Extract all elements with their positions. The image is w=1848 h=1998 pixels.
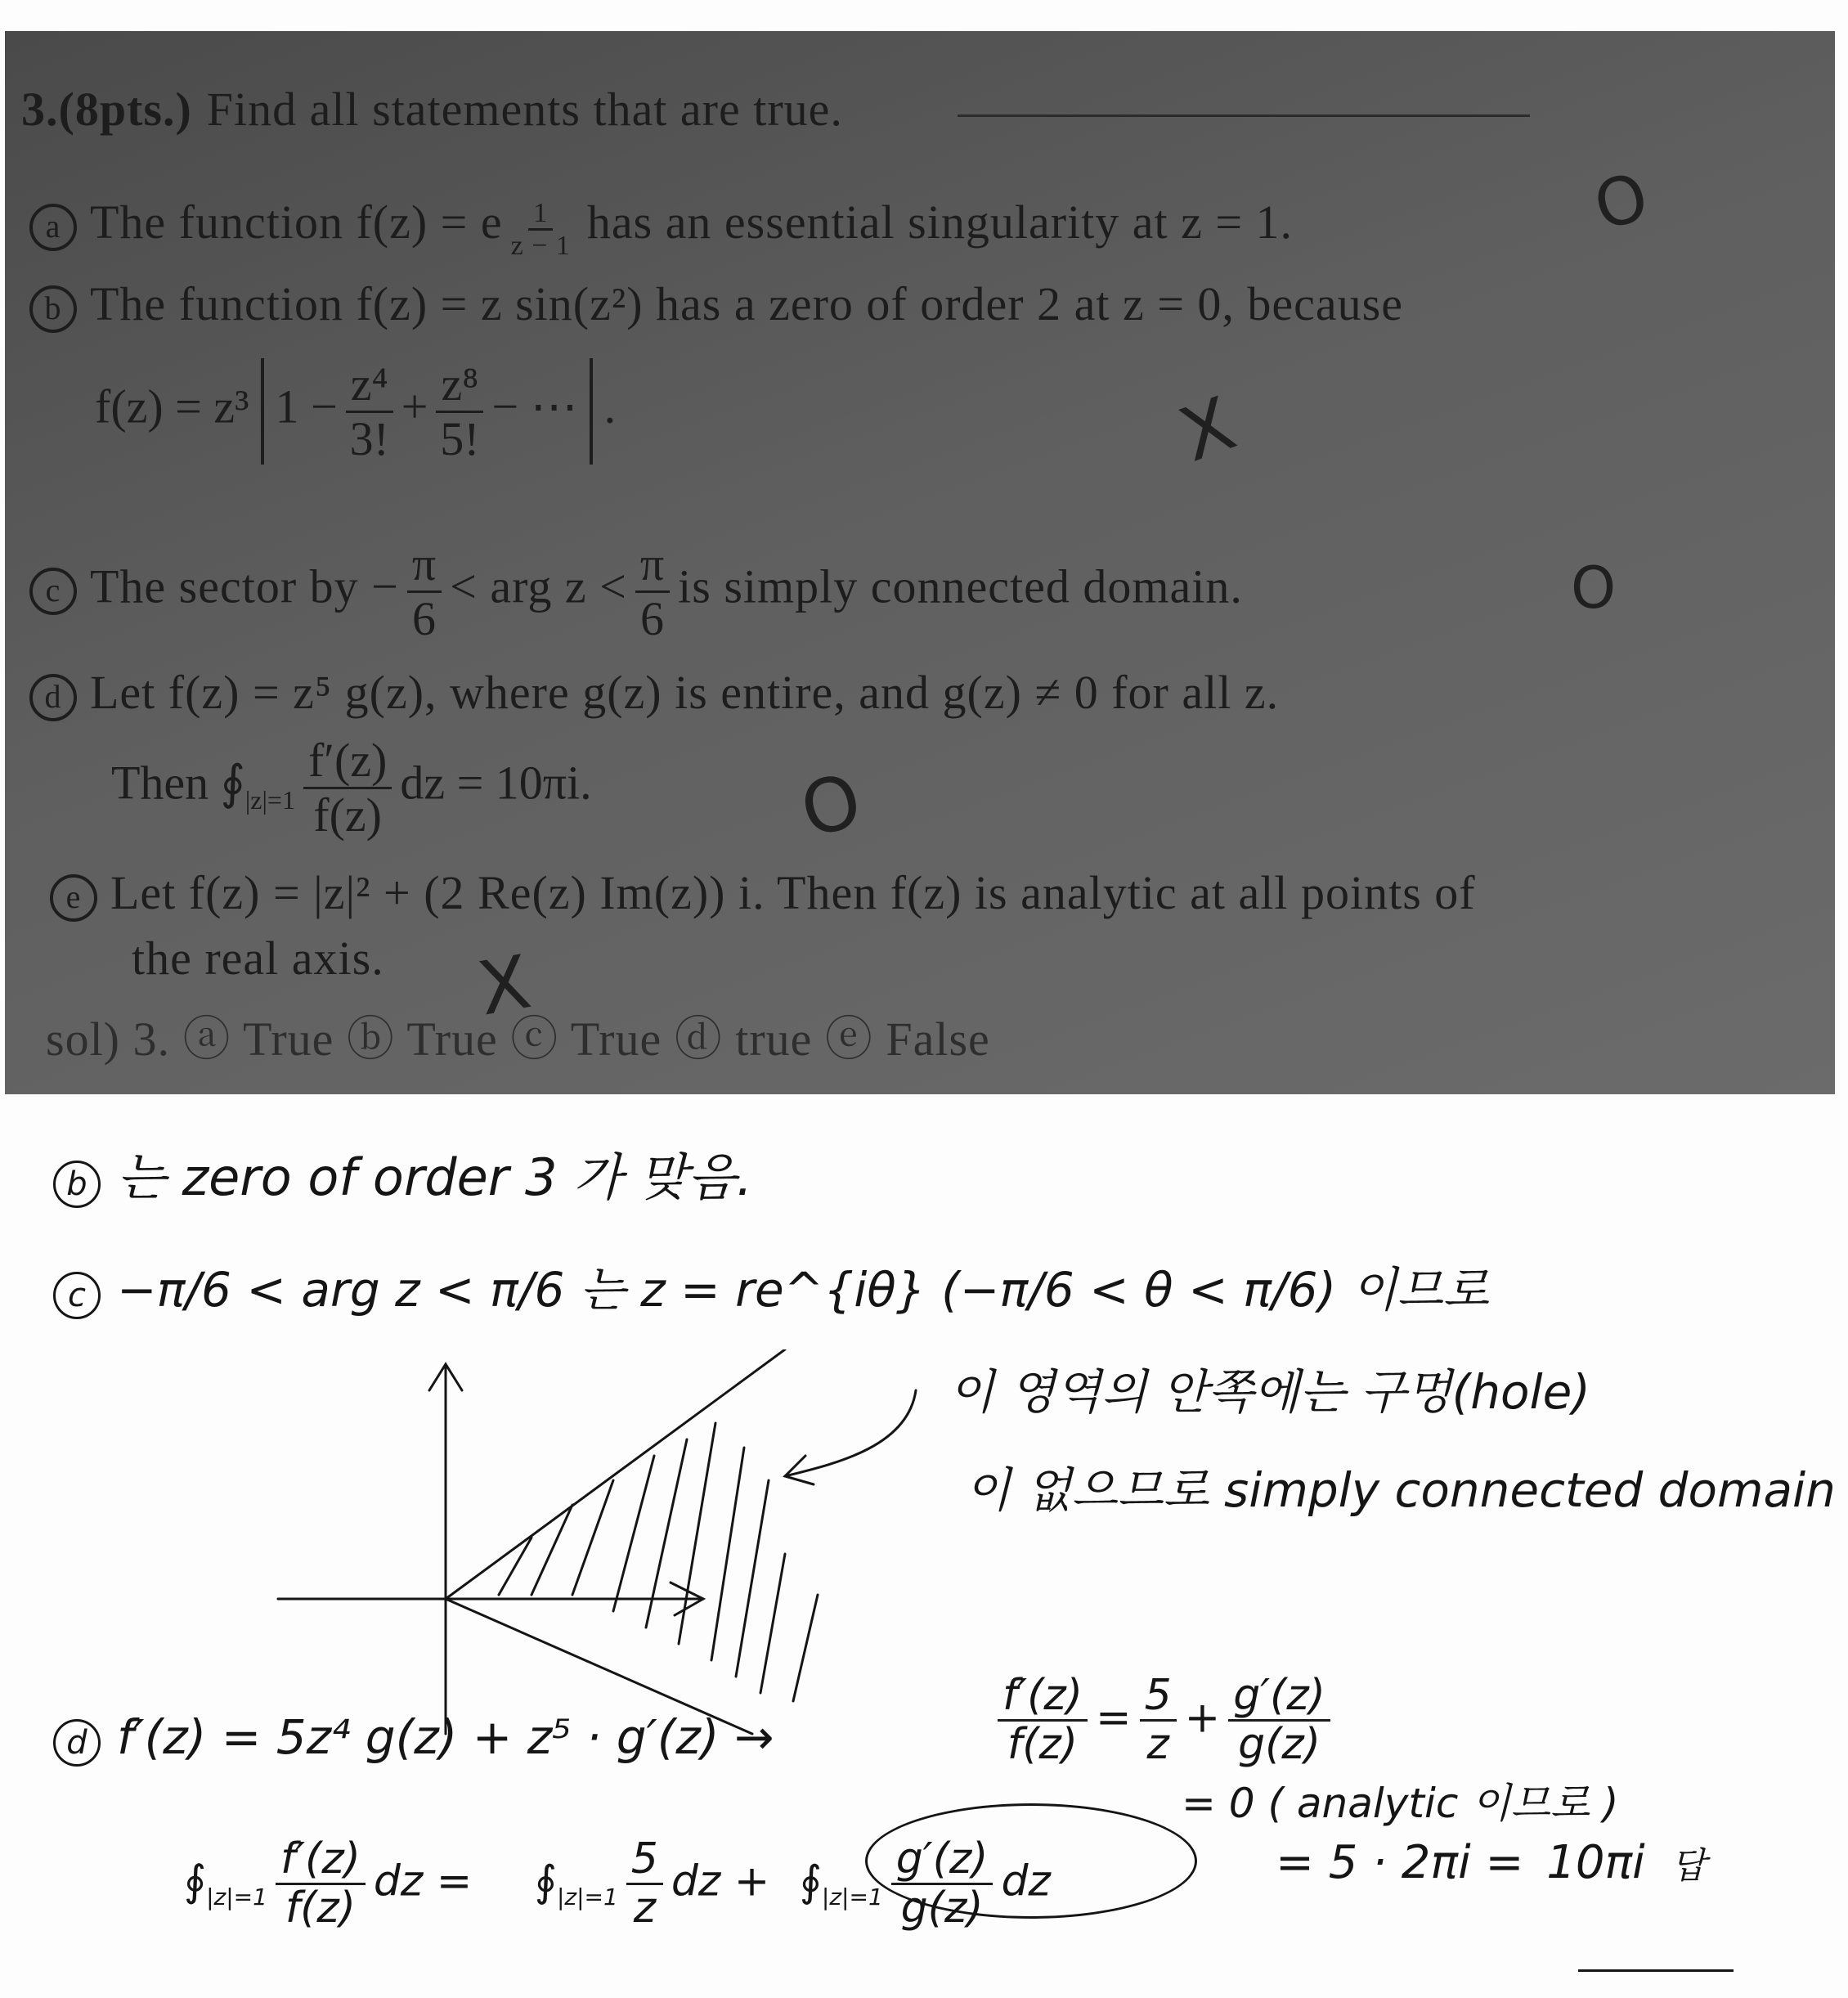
ratio-lhs-denominator: f(z): [1007, 1720, 1079, 1770]
circled-term: [865, 1803, 1197, 1919]
integral-b-frac: [626, 1836, 663, 1932]
term-a-numerator: 5: [1140, 1672, 1177, 1722]
left-bracket: [261, 358, 264, 465]
frac2-numerator: z⁸: [436, 358, 483, 413]
term-b-denominator: g(z): [1238, 1720, 1321, 1770]
statement-c-frac-left: [407, 538, 442, 645]
note-b-text: 는 zero of order 3 가 맞음.: [117, 1147, 753, 1207]
integral-a-denominator: f(z): [285, 1884, 357, 1933]
mark-d: O: [792, 757, 871, 855]
hatch-line: [711, 1448, 744, 1660]
solution-line: sol) 3. ⓐ True ⓑ True ⓒ True ⓓ true ⓔ False: [46, 1012, 990, 1066]
statement-b-formula: [95, 358, 616, 465]
ratio-plus: +: [1184, 1693, 1221, 1743]
formula-frac: [303, 734, 392, 842]
statement-d: [29, 665, 1279, 721]
frac-numerator: π: [635, 538, 670, 593]
term-b-numerator: g′(z): [1228, 1672, 1330, 1722]
frac1-denominator: 3!: [349, 411, 389, 465]
statement-c: [29, 538, 1243, 645]
note-b: [53, 1137, 752, 1210]
note-d-label: d: [53, 1719, 101, 1767]
frac-numerator: π: [407, 538, 442, 593]
frac-denominator: 6: [412, 591, 437, 645]
frac1-numerator: z⁴: [346, 358, 393, 413]
statement-c-label: c: [29, 568, 77, 615]
integral-b-dz: dz +: [671, 1857, 770, 1906]
statement-d-text: Let f(z) = z⁵ g(z), where g(z) is entire, and g(z) ≠ 0 for all z.: [90, 666, 1280, 719]
ratio-equals: =: [1095, 1693, 1132, 1743]
integral-b-subscript: |z|=1: [556, 1884, 618, 1911]
integral-c-subscript: |z|=1: [821, 1884, 883, 1911]
note-d-zero: = 0 ( analytic 이므로 ): [1182, 1780, 1619, 1827]
ratio-term-a: [1140, 1672, 1177, 1768]
note-d-result: [1276, 1836, 1706, 1889]
right-bracket: [590, 358, 593, 465]
integral-b-numerator: 5: [626, 1836, 663, 1885]
ratio-lhs: [998, 1672, 1088, 1768]
statement-b: [29, 276, 1403, 333]
integral-a-frac: [276, 1836, 366, 1932]
note-d-line1: [53, 1709, 774, 1767]
note-c-text: −π/6 < arg z < π/6 는 z = re^{iθ} (−π/6 < θ < π/6) 이므로: [117, 1262, 1489, 1318]
statement-a-label: a: [29, 204, 77, 251]
term-a-denominator: z: [1146, 1720, 1169, 1770]
formula-rhs: dz = 10πi.: [400, 756, 592, 810]
hatch-line: [499, 1538, 532, 1595]
answer-underline: [1578, 1969, 1734, 1972]
statement-b-text: The function f(z) = z sin(z²) has a zero of order 2 at z = 0, because: [90, 277, 1403, 330]
problem-title-text: Find all statements that are true.: [206, 83, 843, 136]
frac-denominator: 6: [640, 591, 665, 645]
statement-c-post: is simply connected domain.: [678, 559, 1243, 613]
mark-c: O: [1571, 555, 1617, 622]
statement-c-frac-right: [635, 538, 670, 645]
statement-c-mid: < arg z <: [450, 559, 627, 613]
ratio-term-b: [1228, 1672, 1330, 1768]
frac-denominator: f(z): [313, 788, 382, 842]
integral-a-numerator: f′(z): [276, 1836, 366, 1885]
hatch-line: [736, 1480, 769, 1677]
integral-b-denominator: z: [633, 1884, 656, 1933]
note-c: [53, 1251, 1489, 1320]
hatch-line: [572, 1480, 613, 1595]
integral-a-subscript: |z|=1: [206, 1884, 267, 1911]
statement-d-formula: [111, 734, 592, 842]
mark-b: X: [1168, 380, 1246, 479]
integral-c-denominator: g(z): [900, 1884, 984, 1933]
pointer-arrow: [785, 1390, 916, 1476]
sector-upper-ray: [446, 1349, 785, 1599]
statement-d-label: d: [29, 674, 77, 721]
final-answer: 10πi: [1546, 1836, 1645, 1889]
statement-e-line2: the real axis.: [132, 932, 384, 985]
statement-a-exponent: [511, 198, 571, 262]
formula-subscript: |z|=1: [244, 785, 295, 815]
integral-a-symbol: ∮: [184, 1857, 207, 1906]
statement-e-label: e: [50, 874, 97, 922]
formula-frac1: [346, 358, 393, 465]
ratio-lhs-numerator: f′(z): [998, 1672, 1088, 1722]
formula-dot: .: [603, 379, 617, 433]
formula-plus: +: [401, 379, 428, 433]
note-c-explanation-2: 이 없으므로 simply connected domain: [965, 1462, 1836, 1518]
hatch-line: [760, 1554, 785, 1693]
integral-b-symbol: ∮: [534, 1857, 557, 1906]
hatch-line: [613, 1456, 654, 1611]
formula-lhs: f(z) = z³: [95, 379, 249, 433]
note-b-label: b: [53, 1161, 101, 1208]
integral-c-dz: dz: [1001, 1857, 1051, 1906]
note-c-explanation-1: 이 영역의 안쪽에는 구멍(hole): [949, 1364, 1590, 1420]
statement-c-pre: The sector by −: [90, 559, 399, 613]
note-c-label: c: [53, 1272, 101, 1319]
integral-c-numerator: g′(z): [891, 1836, 994, 1885]
note-d-derivative: f′(z) = 5z⁴ g(z) + z⁵ · g′(z) →: [117, 1709, 774, 1765]
statement-a: [29, 195, 1293, 261]
statement-e-text: Let f(z) = |z|² + (2 Re(z) Im(z)) i. Then f(z) is analytic at all points of: [110, 866, 1476, 919]
problem-title: [21, 82, 843, 137]
frac-numerator: f′(z): [303, 734, 392, 789]
note-d-ratio: [989, 1672, 1339, 1768]
formula-term1: 1 −: [275, 379, 338, 433]
answer-blank-line: [958, 114, 1530, 117]
integral-a-dz: dz =: [373, 1857, 473, 1906]
statement-a-post: has an essential singularity at z = 1.: [586, 195, 1294, 249]
hatch-line: [532, 1505, 572, 1595]
mark-e: X: [472, 939, 537, 1033]
hatch-line: [793, 1595, 818, 1701]
answer-tag: 답: [1671, 1845, 1707, 1887]
statement-b-label: b: [29, 285, 77, 333]
exponent-denominator: z − 1: [510, 231, 571, 262]
frac2-denominator: 5!: [440, 411, 480, 465]
result-text: = 5 · 2πi =: [1276, 1836, 1524, 1889]
formula-frac2: [436, 358, 483, 465]
formula-tail: − ⋯: [491, 379, 578, 433]
statement-e: [50, 865, 1476, 922]
formula-then: Then ∮: [111, 756, 245, 810]
problem-points: 3.(8pts.): [21, 83, 192, 136]
integral-c-symbol: ∮: [799, 1857, 822, 1906]
scanned-problem: [5, 31, 1835, 1094]
mark-a: O: [1586, 158, 1656, 245]
statement-a-pre: The function f(z) = e: [90, 195, 503, 249]
exponent-numerator: 1: [528, 198, 553, 231]
